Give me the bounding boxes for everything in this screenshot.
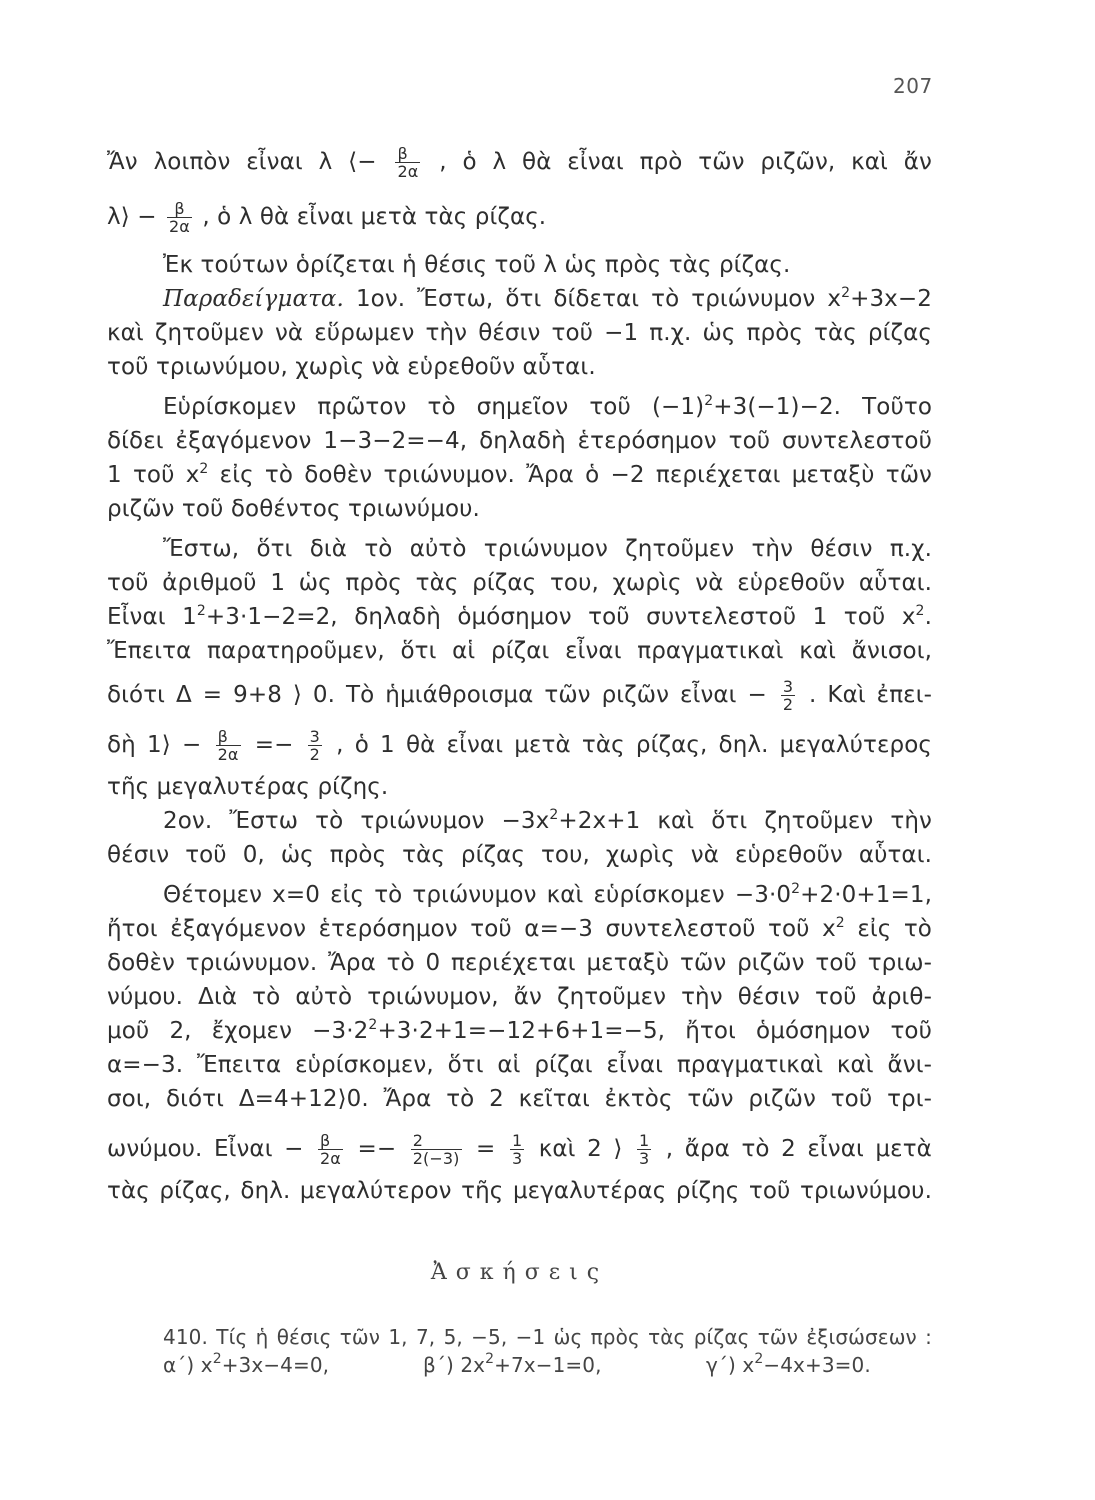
- fraction-3-over-2: $\frac{3}{2}$: [782, 677, 794, 714]
- text-segment: , ὁ λ θὰ εἶναι πρὸ τῶν ριζῶν, καὶ ἄν: [439, 149, 932, 175]
- text-line-8: δίδει ἐξαγόμενον 1−3−2=−4, δηλαδὴ ἑτερόσημον τοῦ συντελεστοῦ: [107, 428, 932, 454]
- section-heading-exercises: Ἀσκήσεις: [430, 1260, 609, 1285]
- text-line-3: Ἐκ τούτων ὁρίζεται ἡ θέσις τοῦ λ ὡς πρὸς τὰς ρίζας.: [163, 252, 791, 278]
- text-segment: +3x−2: [850, 286, 932, 312]
- text-line-28: τὰς ρίζας, δηλ. μεγαλύτερον τῆς μεγαλυτέρας ρίζης τοῦ τριωνύμου.: [107, 1178, 932, 1204]
- text-line-26: σοι, διότι Δ=4+12⟩0. Ἄρα τὸ 2 κεῖται ἐκτὸς τῶν ριζῶν τοῦ τρι-: [107, 1086, 932, 1112]
- text-line-23: νύμου. Διὰ τὸ αὐτὸ τριώνυμον, ἄν ζητοῦμεν τὴν θέσιν τοῦ ἀριθ-: [107, 984, 932, 1010]
- text-line-17: τῆς μεγαλυτέρας ρίζης.: [107, 774, 389, 800]
- text-line-1: [107, 145, 932, 180]
- text-line-11: Ἔστω, ὅτι διὰ τὸ αὐτὸ τριώνυμον ζητοῦμεν τὴν θέσιν π.χ.: [163, 536, 932, 562]
- text-segment: 1ον. Ἔστω, ὅτι δίδεται τὸ τριώνυμον x: [343, 286, 842, 312]
- text-line-22: δοθὲν τριώνυμον. Ἄρα τὸ 0 περιέχεται μεταξὺ τῶν ριζῶν τοῦ τριω-: [107, 950, 932, 976]
- text-line-20: Θέτομεν x=0 εἰς τὸ τριώνυμον καὶ εὑρίσκομεν $-3\cdot 0^2+2\cdot 0+1=1$,: [163, 881, 932, 908]
- text-line-10: ριζῶν τοῦ δοθέντος τριωνύμου.: [107, 496, 480, 522]
- text-line-25: α=−3. Ἔπειτα εὑρίσκομεν, ὅτι αἱ ρίζαι εἶναι πραγματικαὶ καὶ ἄνι-: [107, 1052, 932, 1078]
- fraction-1-over-3: $\frac{1}{3}$: [638, 1131, 650, 1168]
- text-segment: , ὁ λ θὰ εἶναι μετὰ τὰς ρίζας.: [202, 204, 547, 230]
- text-line-15: διότι Δ = 9+8 ⟩ 0. Τὸ ἡμιάθροισμα τῶν ριζῶν εἶναι − $\frac{3}{2}$ . Καὶ ἐπει-: [107, 677, 932, 714]
- text-line-2: [107, 200, 932, 235]
- fraction-3-over-2: $\frac{3}{2}$: [309, 727, 320, 764]
- fraction-beta-over-2alpha: $\frac{\beta}{2\alpha}$: [320, 1131, 341, 1168]
- equation-a: α΄) $x^2+3x-4=0$,: [163, 1351, 330, 1377]
- text-line-13: Εἶναι $1^2+3\cdot 1-2=2$, δηλαδὴ ὁμόσημον τοῦ συντελεστοῦ 1 τοῦ $x^2$.: [107, 603, 932, 630]
- text-line-6: τοῦ τριωνύμου, χωρὶς νὰ εὑρεθοῦν αὗται.: [107, 354, 596, 380]
- text-line-4: Παραδείγματα. 1ον. Ἔστω, ὅτι δίδεται τὸ τριώνυμον $x^2+3x-2$: [163, 285, 932, 312]
- text-line-18: 2ον. Ἔστω τὸ $\tau\rho\iota ώ\nu\upsilon\mu o\nu -3x^2+2x+1$ καὶ ὅτι ζητοῦμεν τὴν: [163, 807, 932, 834]
- text-line-9: 1 τοῦ $x^2$ εἰς τὸ δοθὲν τριώνυμον. Ἄρα ὁ −2 περιέχεται μεταξὺ τῶν: [107, 461, 932, 488]
- text-line-19: θέσιν τοῦ 0, ὡς πρὸς τὰς ρίζας του, χωρὶς νὰ εὑρεθοῦν αὗται.: [107, 842, 932, 868]
- text-line-14: Ἔπειτα παρατηροῦμεν, ὅτι αἱ ρίζαι εἶναι πραγματικαὶ καὶ ἄνισοι,: [107, 638, 932, 664]
- text-line-24: μοῦ 2, ἔχομεν $-3\cdot 2^2+3\cdot 2+1=-12+6+1=-5$, ἤτοι ὁμόσημον τοῦ: [107, 1017, 932, 1044]
- equation-c: γ΄) $x^2-4x+3=0$.: [706, 1351, 871, 1377]
- equation-b: β΄) $2x^2+7x-1=0$,: [423, 1351, 602, 1377]
- fraction-beta-over-2alpha: $\frac{\beta}{2\alpha}$: [217, 727, 239, 764]
- examples-label: Παραδείγματα.: [163, 286, 344, 312]
- text-line-16: δὴ 1⟩ − $\frac{\beta}{2\alpha}$ =− $\frac{3}{2}$ , ὁ 1 θὰ εἶναι μετὰ τὰς ρίζας, δηλ. μεγαλύτερος: [107, 727, 932, 764]
- text-line-7: Εὑρίσκομεν πρῶτον τὸ σημεῖον τοῦ $(-1)^2+3(-1)-2$. Τοῦτο: [163, 393, 932, 420]
- text-line-21: ἤτοι ἐξαγόμενον ἑτερόσημον τοῦ α=−3 συντελεστοῦ τοῦ $x^2$ εἰς τὸ: [107, 915, 932, 942]
- page-number: 207: [893, 74, 933, 98]
- text-segment: λ⟩ −: [107, 204, 157, 230]
- fraction-1-over-3: $\frac{1}{3}$: [511, 1131, 523, 1168]
- text-segment: Ἄν λοιπὸν εἶναι λ ⟨−: [107, 149, 377, 175]
- fraction-beta-over-2alpha: $\frac{\beta}{2\alpha}$: [169, 199, 190, 236]
- exercise-410-text: 410. Τίς ἡ θέσις τῶν 1, 7, 5, −5, −1 ὡς πρὸς τὰς ρίζας τῶν ἐξισώσεων :: [163, 1325, 932, 1349]
- fraction-2-over-2-minus-3: $\frac{2}{2(-3)}$: [412, 1131, 460, 1168]
- fraction-beta-over-2alpha: $\frac{\beta}{2\alpha}$: [397, 144, 419, 181]
- text-line-27: ωνύμου. Εἶναι − $\frac{\beta}{2\alpha}$ =− $\frac{2}{2(-3)}$ = $\frac{1}{3}$ καὶ 2 ⟩ $\frac{1}{3}$ , ἄρα τὸ 2 εἶναι μετὰ: [107, 1131, 932, 1168]
- text-line-5: καὶ ζητοῦμεν νὰ εὕρωμεν τὴν θέσιν τοῦ −1 π.χ. ὡς πρὸς τὰς ρίζας: [107, 320, 932, 346]
- text-line-12: τοῦ ἀριθμοῦ 1 ὡς πρὸς τὰς ρίζας του, χωρὶς νὰ εὑρεθοῦν αὗται.: [107, 570, 932, 596]
